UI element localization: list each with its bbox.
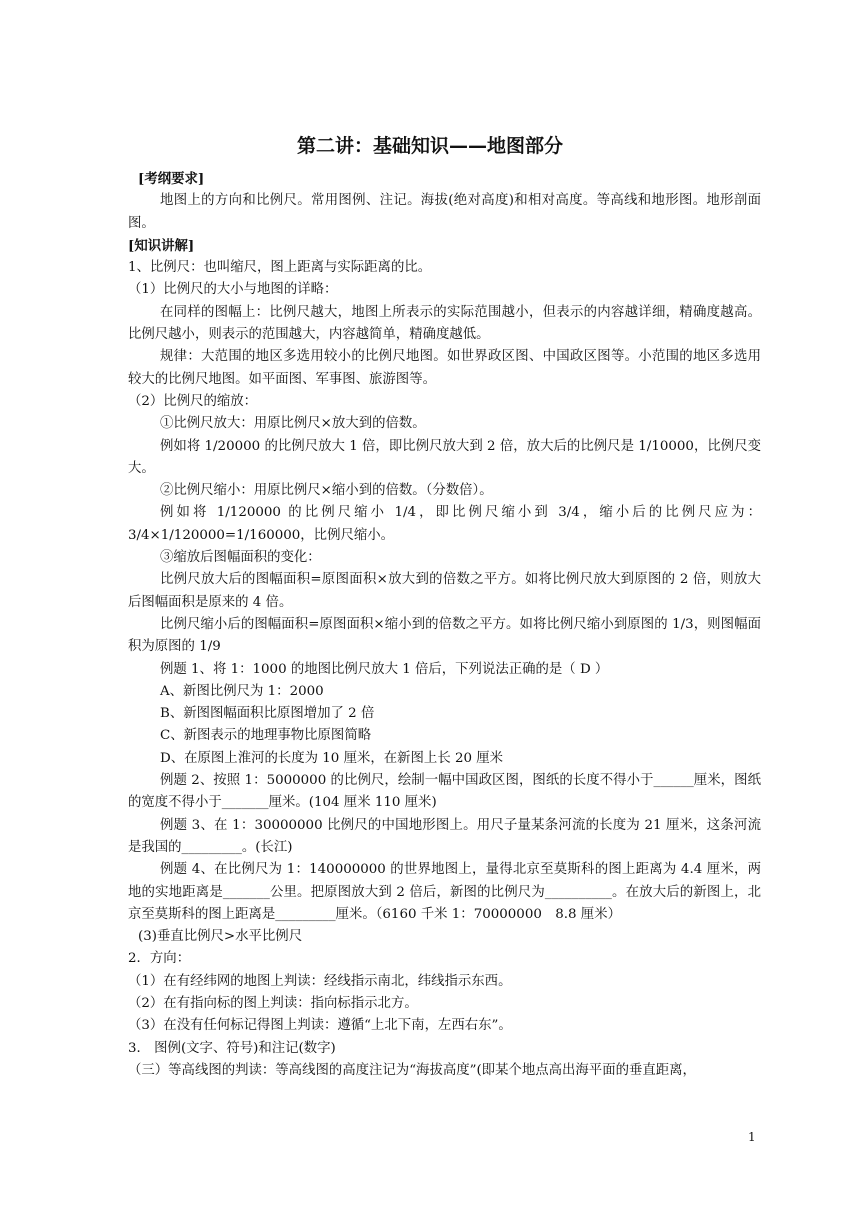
paragraph: （1）在有经纬网的地图上判读：经线指示南北，纬线指示东西。 <box>128 973 512 989</box>
answer-option: C、新图表示的地理事物比原图简略 <box>160 728 372 744</box>
paragraph: （三）等高线图的判读：等高线图的高度注记为“海拔高度”(即某个地点高出海平面的垂直距离， <box>128 1062 696 1078</box>
paragraph: ①比例尺放大：用原比例尺×放大到的倍数。 <box>160 416 426 432</box>
page-number: 1 <box>748 1130 756 1144</box>
paragraph: 例如将 1/120000 的比例尺缩小 1/4，即比例尺缩小到 3/4，缩小后的比例尺应为：3/4×1/120000=1/160000，比例尺缩小。 <box>128 505 761 543</box>
paragraph: （2）比例尺的缩放： <box>128 393 258 409</box>
paragraph: ②比例尺缩小：用原比例尺×缩小到的倍数。（分数倍）。 <box>160 483 493 499</box>
answer-option: B、新图图幅面积比原图增加了 2 倍 <box>160 706 375 722</box>
example-question: 例题 3、在 1：30000000 比例尺的中国地形图上。用尺子量某条河流的长度为 21 厘米，这条河流是我国的_________。(长江) <box>128 817 761 855</box>
paragraph: 2．方向： <box>128 951 191 967</box>
paragraph: (3)垂直比例尺>水平比例尺 <box>138 929 303 945</box>
answer-option: D、在原图上淮河的长度为 10 厘米，在新图上长 20 厘米 <box>160 750 504 766</box>
paragraph: 例如将 1/20000 的比例尺放大 1 倍，即比例尺放大到 2 倍，放大后的比例尺是 1/10000，比例尺变大。 <box>128 438 761 476</box>
paragraph: 比例尺缩小后的图幅面积=原图面积×缩小到的倍数之平方。如将比例尺缩小到原图的 1/3，则图幅面积为原图的 1/9 <box>128 616 761 655</box>
paragraph: ③缩放后图幅面积的变化： <box>160 550 321 566</box>
answer-option: A、新图比例尺为 1：2000 <box>160 683 324 699</box>
paragraph: 1、比例尺：也叫缩尺，图上距离与实际距离的比。 <box>128 260 432 276</box>
paragraph: （3）在没有任何标记得图上判读：遵循“上北下南，左西右东”。 <box>128 1018 512 1034</box>
document-body <box>128 168 761 1082</box>
document-title: 第二讲：基础知识——地图部分 <box>296 135 563 157</box>
example-question: 例题 1、将 1：1000 的地图比例尺放大 1 倍后，下列说法正确的是（ D ） <box>160 661 609 677</box>
example-question: 例题 2、按照 1：5000000 的比例尺，绘制一幅中国政区图，图纸的长度不得小于______厘米，图纸的宽度不得小于_______厘米。(104 厘米 110 厘米) <box>128 773 761 811</box>
paragraph: 规律：大范围的地区多选用较小的比例尺地图。如世界政区图、中国政区图等。小范围的地区多选用较大的比例尺地图。如平面图、军事图、旅游图等。 <box>128 349 761 387</box>
section-heading-syllabus: [考纲要求] <box>138 171 205 187</box>
paragraph: 比例尺放大后的图幅面积=原图面积×放大到的倍数之平方。如将比例尺放大到原图的 2 倍，则放大后图幅面积是原来的 4 倍。 <box>128 572 761 610</box>
paragraph: （1）比例尺的大小与地图的详略： <box>128 282 338 298</box>
paragraph: 在同样的图幅上：比例尺越大，地图上所表示的实际范围越小，但表示的内容越详细，精确度越高。比例尺越小，则表示的范围越大，内容越简单，精确度越低。 <box>128 304 761 343</box>
paragraph: （2）在有指向标的图上判读：指向标指示北方。 <box>128 995 418 1011</box>
paragraph: 地图上的方向和比例尺。常用图例、注记。海拔(绝对高度)和相对高度。等高线和地形图。地形剖面图。 <box>128 193 761 231</box>
example-question: 例题 4、在比例尺为 1：140000000 的世界地图上，量得北京至莫斯科的图上距离为 4.4 厘米，两地的实地距离是_______公里。把原图放大到 2 倍后，新图的比例尺为__________。在放大后的新图上，北京至莫斯科的图上距离是_________厘米。（6160 千米 1：70000000 8.8 厘米） <box>128 862 761 922</box>
section-heading-knowledge: [知识讲解] <box>128 237 195 254</box>
paragraph: 3． 图例(文字、符号)和注记(数字) <box>128 1040 336 1056</box>
